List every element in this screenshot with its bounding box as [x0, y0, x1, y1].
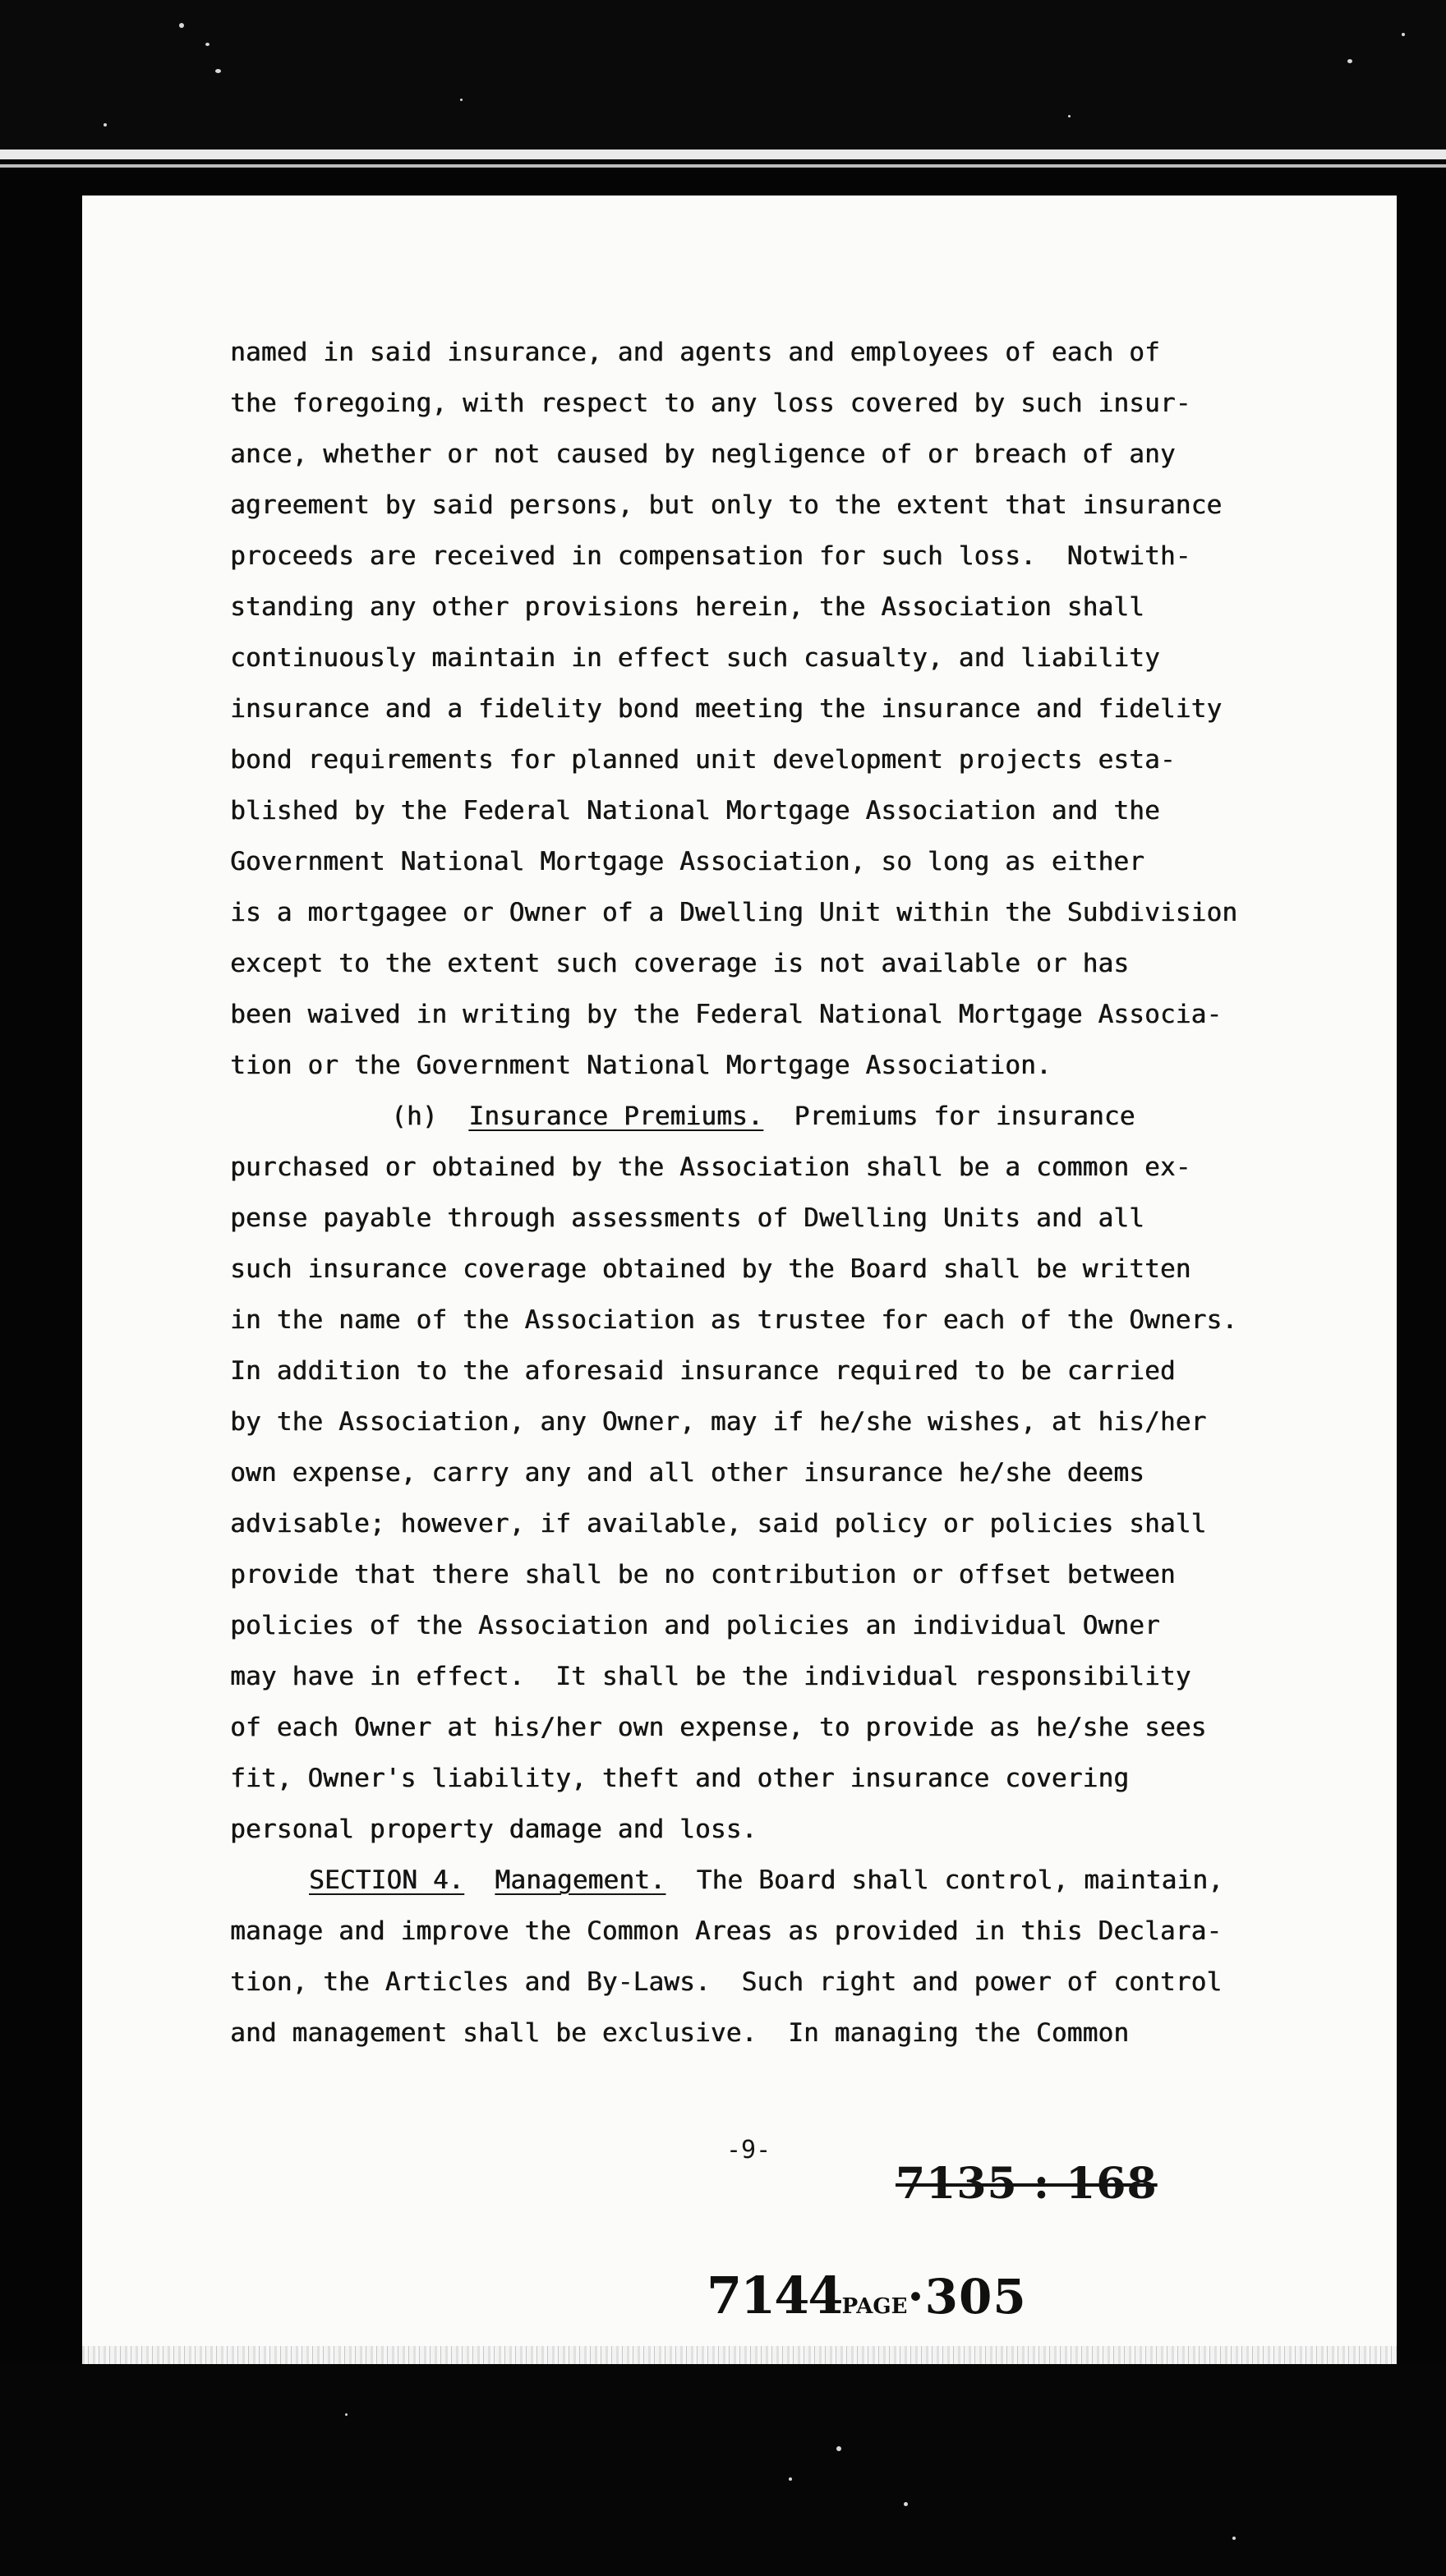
body-line: policies of the Association and policies an individual Owner: [230, 1611, 1160, 1640]
body-line: insurance and a fidelity bond meeting the insurance and fidelity: [230, 694, 1223, 724]
bottom-scan-border: [0, 2364, 1446, 2576]
body-line: such insurance coverage obtained by the Board shall be written: [230, 1254, 1191, 1284]
body-line: may have in effect. It shall be the individual responsibility: [230, 1662, 1191, 1691]
scan-speck: [215, 69, 221, 73]
struck-book-page-stamp: 7135 : 168: [896, 2159, 1158, 2209]
book-page-value: 305: [924, 2269, 1027, 2325]
page-word: PAGE: [841, 2294, 908, 2319]
document-body: [230, 327, 1282, 2058]
book-page-stamp: [707, 2266, 1027, 2325]
body-line: provide that there shall be no contribution or offset between: [230, 1560, 1176, 1589]
book-page-number: ·305: [907, 2269, 1027, 2325]
section-heading: Management.: [495, 1865, 665, 1895]
body-line: by the Association, any Owner, may if he/she wishes, at his/her: [230, 1407, 1207, 1437]
subsection-marker: (h): [391, 1102, 438, 1131]
body-line: ance, whether or not caused by negligence of or breach of any: [230, 439, 1176, 469]
scan-speck: [460, 99, 463, 101]
body-line: tion, the Articles and By-Laws. Such right and power of control: [230, 1967, 1223, 1997]
body-line: of each Owner at his/her own expense, to provide as he/she sees: [230, 1713, 1207, 1742]
body-line: own expense, carry any and all other insurance he/she deems: [230, 1458, 1144, 1488]
scan-speck: [1232, 2537, 1236, 2540]
body-line: except to the extent such coverage is not available or has: [230, 949, 1130, 978]
subsection-heading: Insurance Premiums.: [468, 1102, 763, 1131]
body-line: bond requirements for planned unit development projects esta-: [230, 745, 1176, 775]
body-line: pense payable through assessments of Dwelling Units and all: [230, 1203, 1144, 1233]
body-line: proceeds are received in compensation for such loss. Notwith-: [230, 541, 1191, 571]
body-line: named in said insurance, and agents and employees of each of: [230, 338, 1160, 367]
scan-rule: [0, 164, 1446, 168]
section-label: SECTION 4.: [309, 1865, 464, 1895]
body-line: advisable; however, if available, said policy or policies shall: [230, 1509, 1207, 1539]
section-first-line-text: The Board shall control, maintain,: [696, 1865, 1223, 1895]
scan-rule: [0, 150, 1446, 159]
body-line: In addition to the aforesaid insurance required to be carried: [230, 1356, 1176, 1386]
body-line: fit, Owner's liability, theft and other insurance covering: [230, 1764, 1130, 1793]
body-line: tion or the Government National Mortgage Association.: [230, 1051, 1052, 1080]
body-line: been waived in writing by the Federal National Mortgage Associa-: [230, 1000, 1223, 1029]
body-line: standing any other provisions herein, the Association shall: [230, 592, 1144, 622]
subsection-h-first-line: [230, 1091, 1282, 1142]
scan-speck: [1068, 115, 1071, 117]
scan-speck: [836, 2446, 841, 2451]
body-line: continuously maintain in effect such casualty, and liability: [230, 643, 1160, 673]
scan-speck: [789, 2477, 792, 2481]
body-line: personal property damage and loss.: [230, 1815, 758, 1844]
scan-speck: [345, 2413, 348, 2416]
scan-speck: [1402, 33, 1405, 36]
document-page: [82, 196, 1397, 2364]
body-line: the foregoing, with respect to any loss covered by such insur-: [230, 389, 1191, 418]
section-4-first-line: [230, 1855, 1282, 1906]
top-scan-border: [0, 0, 1446, 156]
scan-speck: [1347, 59, 1352, 63]
scan-speck: [904, 2502, 908, 2506]
body-line: Government National Mortgage Association, so long as either: [230, 847, 1144, 876]
page-number: -9-: [726, 2136, 771, 2164]
body-line: and management shall be exclusive. In managing the Common: [230, 2018, 1130, 2048]
body-line: agreement by said persons, but only to the extent that insurance: [230, 490, 1223, 520]
book-number: 7144: [707, 2266, 842, 2325]
scan-noise-strip: [82, 2346, 1397, 2364]
body-line: in the name of the Association as trustee for each of the Owners.: [230, 1305, 1238, 1335]
scan-speck: [205, 43, 210, 46]
scan-speck: [104, 123, 107, 126]
body-line: is a mortgagee or Owner of a Dwelling Unit within the Subdivision: [230, 898, 1238, 927]
scan-speck: [179, 23, 184, 28]
subsection-first-line-text: Premiums for insurance: [794, 1102, 1135, 1131]
body-line: purchased or obtained by the Association shall be a common ex-: [230, 1152, 1191, 1182]
body-line: manage and improve the Common Areas as provided in this Declara-: [230, 1916, 1223, 1946]
body-line: blished by the Federal National Mortgage Association and the: [230, 796, 1160, 826]
